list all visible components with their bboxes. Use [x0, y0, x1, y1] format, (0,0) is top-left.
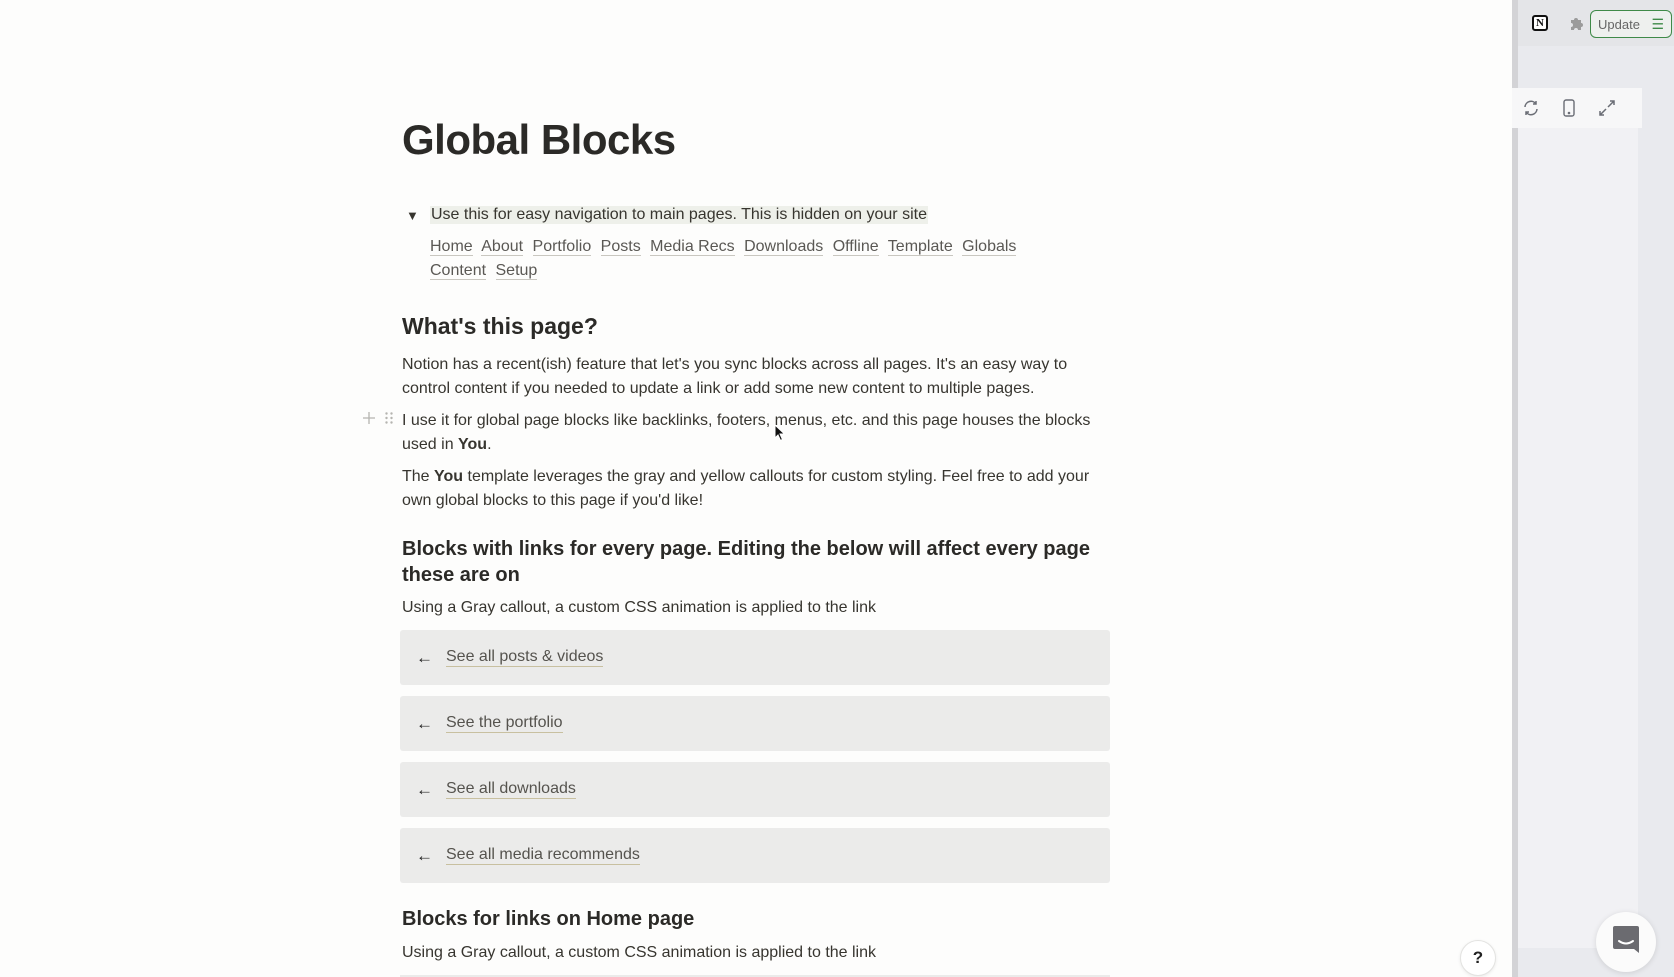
expand-icon[interactable] — [1596, 97, 1618, 119]
nav-link-media-recs[interactable]: Media Recs — [650, 238, 735, 255]
chat-bubble-icon — [1612, 925, 1640, 960]
nav-link-offline[interactable]: Offline — [832, 238, 879, 255]
paragraph-template-callouts[interactable] — [402, 465, 1108, 513]
bold-you: You — [458, 436, 488, 453]
block-handle — [362, 409, 394, 433]
panel-body — [1518, 128, 1638, 948]
mobile-preview-icon[interactable] — [1558, 97, 1580, 119]
arrow-left-icon: ← — [416, 647, 433, 667]
chat-support-button[interactable] — [1596, 912, 1656, 972]
paragraph-text: I use it for global page blocks like backlinks, footers, menus, etc. and this page houses the blocks used in — [402, 412, 1091, 453]
page-title[interactable]: Global Blocks — [402, 116, 676, 163]
paragraph-text: template leverages the gray and yellow callouts for custom styling. Feel free to add your own global blocks to this page if you'd like! — [402, 468, 1090, 509]
link-see-all-downloads[interactable]: See all downloads — [446, 780, 576, 797]
callout-downloads[interactable] — [400, 762, 1110, 817]
paragraph-text: . — [487, 436, 492, 453]
notion-icon[interactable]: N — [1532, 15, 1548, 31]
nav-link-content[interactable]: Content — [430, 262, 487, 279]
toggle-label[interactable]: Use this for easy navigation to main pages. This is hidden on your site — [431, 206, 927, 223]
bold-you: You — [434, 468, 464, 485]
refresh-icon[interactable] — [1520, 97, 1542, 119]
heading-home-page-links[interactable]: Blocks for links on Home page — [402, 908, 695, 930]
callout-posts-videos[interactable] — [400, 630, 1110, 685]
add-block-icon[interactable] — [362, 409, 376, 433]
update-label: Update — [1598, 16, 1640, 32]
nav-link-posts[interactable]: Posts — [600, 238, 641, 255]
heading-blocks-every-page[interactable]: Blocks with links for every page. Editing the below will affect every page these are on — [402, 538, 1090, 586]
arrow-left-icon: ← — [416, 779, 433, 799]
heading-whats-this-page[interactable]: What's this page? — [402, 313, 598, 339]
callout-media-recommends[interactable] — [400, 828, 1110, 883]
nav-links — [430, 235, 1080, 283]
paragraph-sync-blocks[interactable]: Notion has a recent(ish) feature that let's you sync blocks across all pages. It's an easy way to control content if you needed to update a link or add some new content to multiple pages. — [402, 356, 1068, 397]
nav-link-home[interactable]: Home — [430, 238, 473, 255]
arrow-left-icon: ← — [416, 845, 433, 865]
description-gray-callout[interactable]: Using a Gray callout, a custom CSS animation is applied to the link — [402, 599, 877, 616]
panel-toolbar — [1518, 0, 1674, 46]
menu-icon: ☰ — [1651, 15, 1664, 32]
update-button[interactable] — [1590, 10, 1672, 38]
paragraph-text: The — [402, 468, 435, 485]
nav-link-downloads[interactable]: Downloads — [744, 238, 824, 255]
help-button[interactable]: ? — [1460, 940, 1496, 976]
navigation-toggle-block — [402, 203, 1108, 283]
side-panel — [1512, 0, 1674, 977]
arrow-left-icon: ← — [416, 713, 433, 733]
description-gray-callout-home[interactable]: Using a Gray callout, a custom CSS animation is applied to the link — [402, 944, 877, 961]
nav-link-portfolio[interactable]: Portfolio — [532, 238, 592, 255]
nav-link-setup[interactable]: Setup — [495, 262, 538, 279]
toggle-triangle-icon[interactable]: ▼ — [406, 207, 419, 223]
link-see-all-posts[interactable]: See all posts & videos — [446, 648, 604, 665]
callout-portfolio[interactable] — [400, 696, 1110, 751]
drag-handle-icon[interactable] — [384, 409, 394, 433]
link-see-all-media[interactable]: See all media recommends — [446, 846, 640, 863]
nav-link-template[interactable]: Template — [887, 238, 953, 255]
paragraph-global-blocks[interactable] — [402, 409, 1108, 457]
nav-link-about[interactable]: About — [481, 238, 524, 255]
mouse-cursor-icon — [774, 424, 786, 447]
link-see-portfolio[interactable]: See the portfolio — [446, 714, 563, 731]
puzzle-extension-icon[interactable] — [1568, 15, 1584, 36]
nav-link-globals[interactable]: Globals — [962, 238, 1017, 255]
preview-tools — [1512, 88, 1642, 128]
